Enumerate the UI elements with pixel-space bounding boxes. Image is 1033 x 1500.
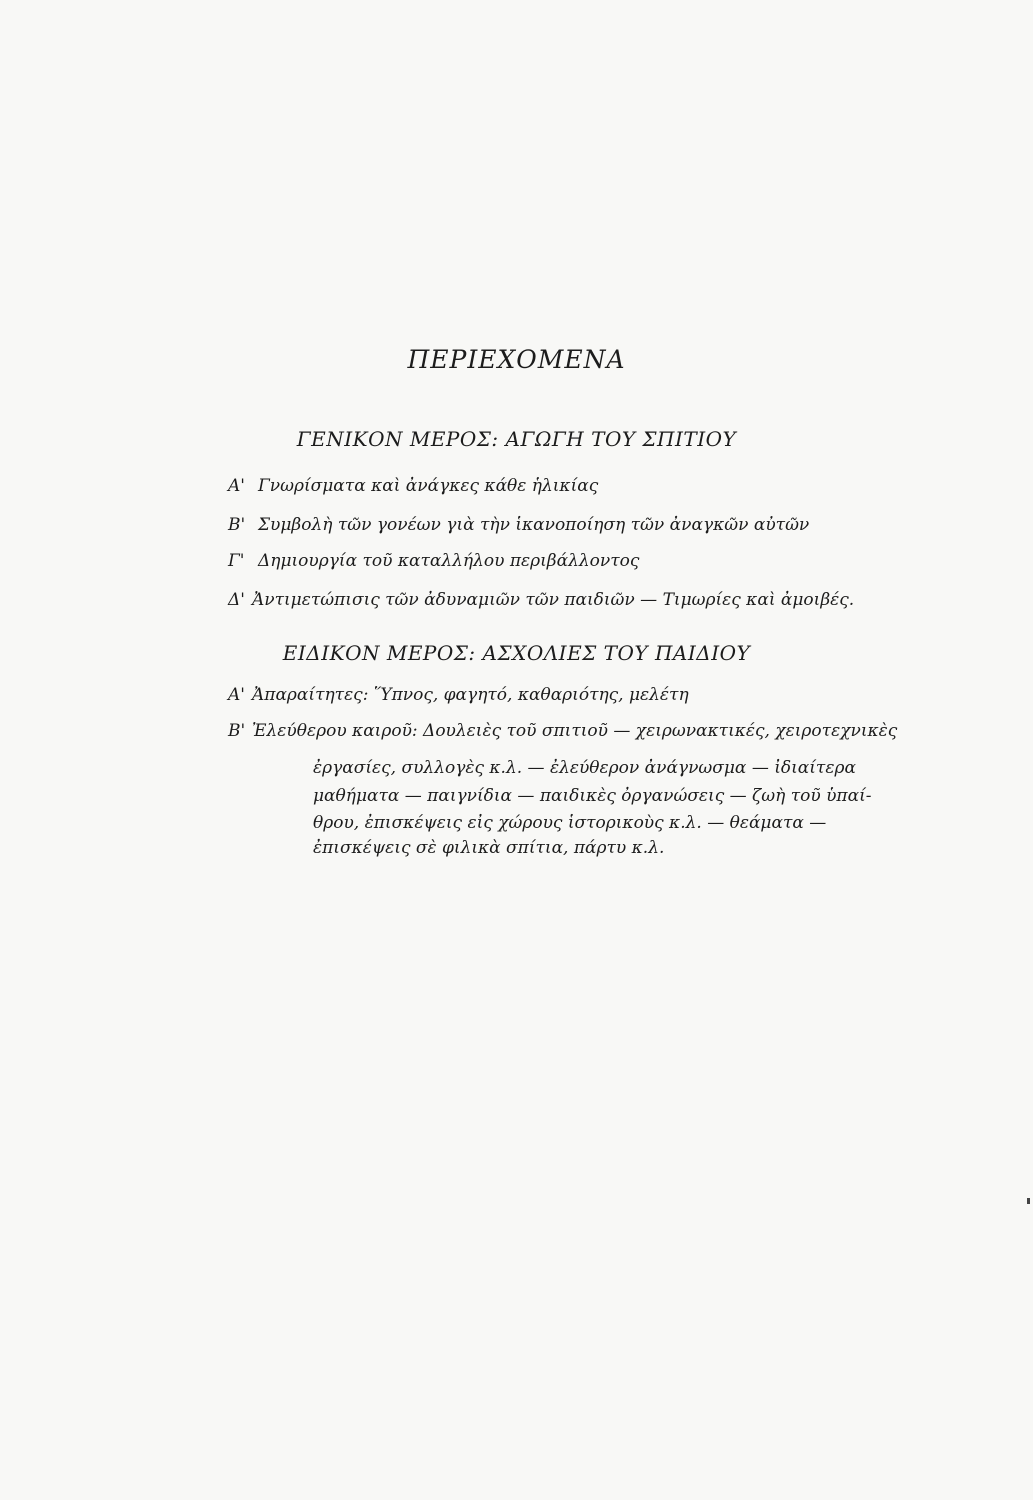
scan-edge-mark bbox=[1027, 1198, 1030, 1204]
entry-continuation-line: ἐπισκέψεις σὲ φιλικὰ σπίτια, πάρτυ κ.λ. bbox=[313, 838, 665, 858]
toc-entry bbox=[228, 551, 639, 571]
toc-entry bbox=[228, 685, 689, 705]
special-part-heading: ΕΙΔΙΚΟΝ ΜΕΡΟΣ: ΑΣΧΟΛΙΕΣ ΤΟΥ ΠΑΙΔΙΟΥ bbox=[282, 641, 751, 665]
entry-letter: Δ' bbox=[228, 590, 245, 610]
entry-text: Δημιουργία τοῦ καταλλήλου περιβάλλοντος bbox=[258, 551, 640, 571]
entry-text: Συμβολὴ τῶν γονέων γιὰ τὴν ἱκανοποίηση τῶν ἀναγκῶν αὐτῶν bbox=[258, 515, 810, 535]
entry-continuation-line: ἐργασίες, συλλογὲς κ.λ. — ἐλεύθερον ἀνάγνωσμα — ἰδιαίτερα bbox=[313, 758, 856, 778]
entry-text: Γνωρίσματα καὶ ἀνάγκες κάθε ἡλικίας bbox=[258, 476, 599, 496]
toc-entry bbox=[228, 515, 809, 535]
entry-letter: Β' bbox=[228, 721, 246, 741]
entry-text: Ἐλεύθερου καιροῦ: Δουλειὲς τοῦ σπιτιοῦ — χειρωνακτικές, χειροτεχνικὲς bbox=[252, 721, 898, 741]
entry-letter: Α' bbox=[228, 476, 245, 496]
page-title: ΠΕΡΙΕΧΟΜΕΝΑ bbox=[407, 345, 626, 374]
general-part-heading: ΓΕΝΙΚΟΝ ΜΕΡΟΣ: ΑΓΩΓΗ ΤΟΥ ΣΠΙΤΙΟΥ bbox=[296, 427, 737, 451]
toc-entry bbox=[228, 476, 598, 496]
entry-letter: Β' bbox=[228, 515, 246, 535]
entry-text: Ἀπαραίτητες: Ὕπνος, φαγητό, καθαριότης, μελέτη bbox=[252, 685, 689, 705]
entry-letter: Α' bbox=[228, 685, 245, 705]
entry-continuation-line: θρου, ἐπισκέψεις εἰς χώρους ἱστορικοὺς κ.λ. — θεάματα — bbox=[313, 813, 827, 833]
entry-text: Ἀντιμετώπισις τῶν ἀδυναμιῶν τῶν παιδιῶν — Τιμωρίες καὶ ἀμοιβές. bbox=[252, 590, 855, 610]
toc-entry bbox=[228, 590, 854, 610]
toc-entry bbox=[228, 721, 897, 741]
entry-letter: Γ' bbox=[228, 551, 245, 571]
entry-continuation-line: μαθήματα — παιγνίδια — παιδικὲς ὀργανώσεις — ζωὴ τοῦ ὑπαί- bbox=[313, 786, 872, 806]
